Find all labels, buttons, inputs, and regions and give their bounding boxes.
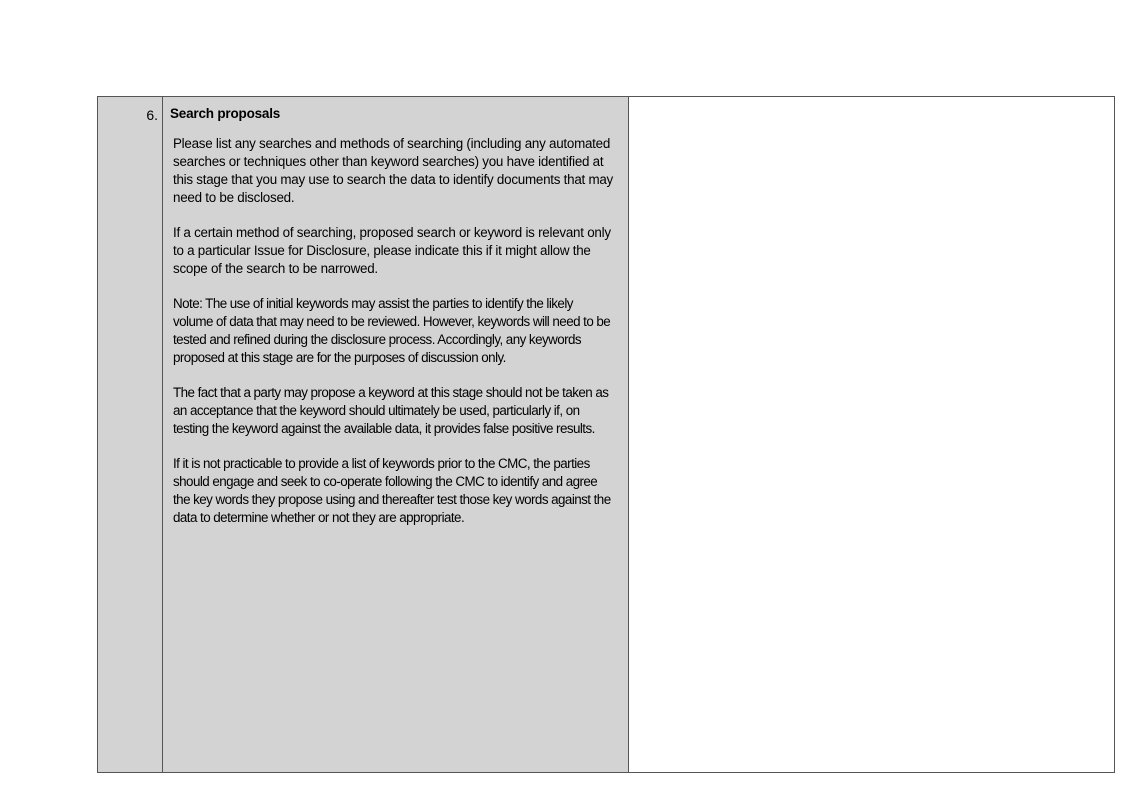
- instruction-paragraph-5: If it is not practicable to provide a list of keywords prior to the CMC, the parties should engage and seek to co-operate following the CMC to identify and agree the key words they propose using and thereafter test those key words against the data to determine whether or not they are appropriate.: [173, 456, 611, 525]
- answer-cell[interactable]: [629, 97, 1114, 772]
- instruction-paragraph-3: Note: The use of initial keywords may assist the parties to identify the likely volume of data that may need to be reviewed. However, keywords will need to be tested and refined during the disclosure process. Accordingly, any keywords proposed at this stage are for the purposes of discussion only.: [173, 296, 611, 365]
- instruction-paragraph-4: The fact that a party may propose a keyword at this stage should not be taken as an acceptance that the keyword should ultimately be used, particularly if, on testing the keyword against the available data, it provides false positive results.: [173, 385, 609, 436]
- item-number-cell: [98, 97, 163, 772]
- disclosure-form-table: [97, 96, 1115, 773]
- instruction-paragraph-1: Please list any searches and methods of searching (including any automated searches or techniques other than keyword searches) you have identified at this stage that you may use to search the data to identify documents that may need to be disclosed.: [173, 136, 614, 205]
- item-number: 6.: [146, 107, 158, 123]
- question-cell: [163, 97, 629, 772]
- instruction-paragraph-2: If a certain method of searching, proposed search or keyword is relevant only to a particular Issue for Disclosure, please indicate this if it might allow the scope of the search to be narrowed.: [173, 225, 611, 276]
- section-title: Search proposals: [170, 106, 281, 121]
